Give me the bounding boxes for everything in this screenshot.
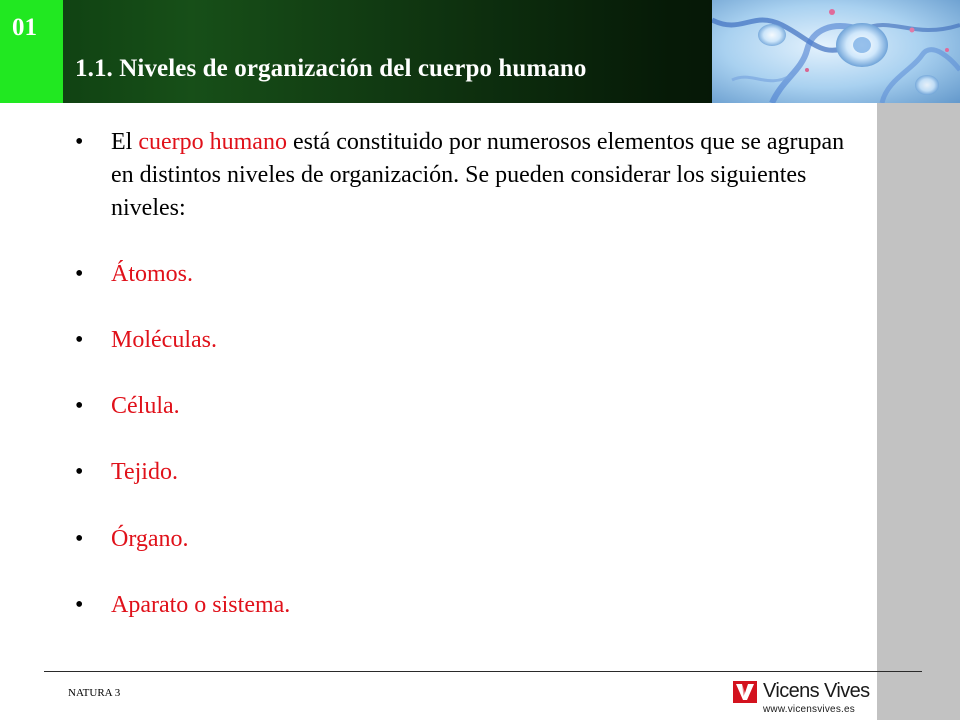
logo-name: Vicens Vives xyxy=(763,680,870,702)
list-item xyxy=(75,258,855,291)
list-item xyxy=(75,324,855,357)
level-label: Aparato o sistema. xyxy=(111,592,291,618)
footer-divider xyxy=(44,671,922,672)
side-strip xyxy=(877,103,960,720)
intro-text xyxy=(111,126,855,225)
bullet-icon: • xyxy=(75,459,84,485)
footer-label: NATURA 3 xyxy=(68,687,121,699)
level-label: Moléculas. xyxy=(111,327,217,353)
list-item xyxy=(75,456,855,489)
vicens-vives-logo xyxy=(733,679,873,717)
bullet-icon: • xyxy=(75,393,84,419)
list-item xyxy=(75,390,855,423)
intro-paragraph xyxy=(75,126,855,225)
bullet-icon: • xyxy=(75,129,84,155)
bullet-icon: • xyxy=(75,261,84,287)
list-item xyxy=(75,523,855,556)
bullet-icon: • xyxy=(75,592,84,618)
bullet-icon: • xyxy=(75,327,84,353)
intro-after: está constituido por numerosos elementos que se agrupan en distintos niveles de organización. Se pueden considerar los siguientes niveles: xyxy=(111,129,845,221)
slide-title: 1.1. Niveles de organización del cuerpo humano xyxy=(75,55,587,82)
list-item xyxy=(75,589,855,622)
level-label: Órgano. xyxy=(111,526,189,552)
level-label: Átomos. xyxy=(111,261,194,287)
bullet-icon: • xyxy=(75,526,84,552)
level-label: Célula. xyxy=(111,393,180,419)
intro-before: El xyxy=(111,129,139,155)
logo-v-icon xyxy=(733,681,757,703)
logo-url: www.vicensvives.es xyxy=(763,704,855,715)
chapter-number: 01 xyxy=(12,14,37,41)
intro-highlight: cuerpo humano xyxy=(138,129,287,155)
level-label: Tejido. xyxy=(111,459,178,485)
